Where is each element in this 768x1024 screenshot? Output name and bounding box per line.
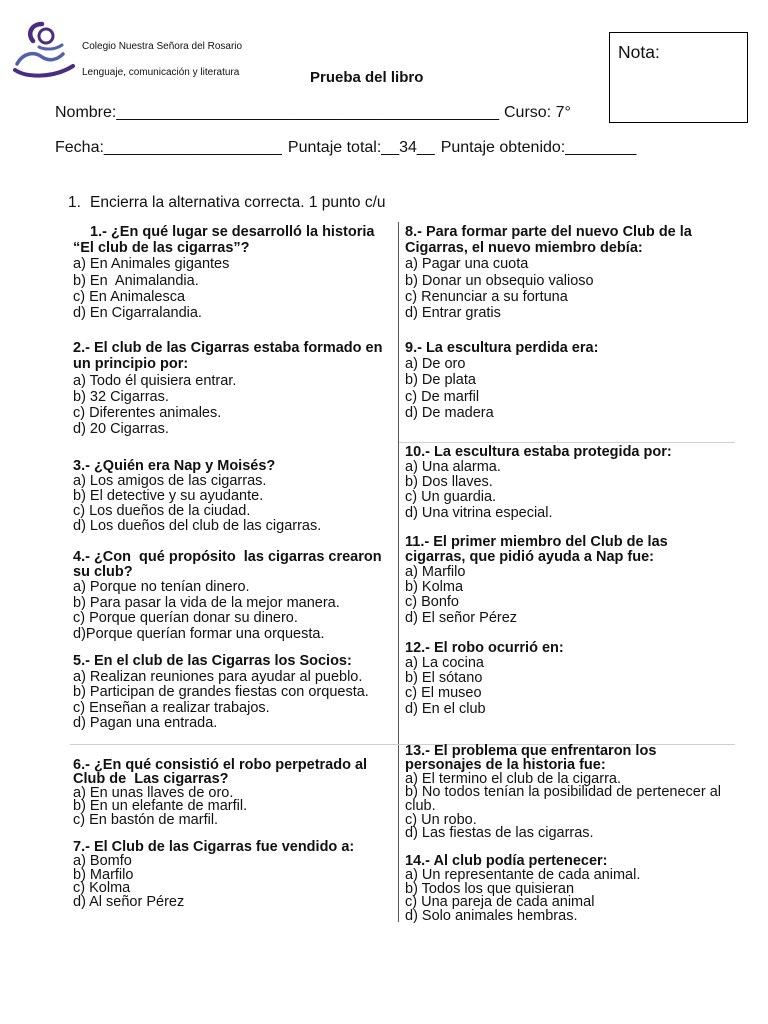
answer-option-a: a) Un representante de cada animal.: [405, 866, 641, 883]
answer-option-c: c) Un robo.: [405, 811, 477, 828]
name-blank: ___________________________________________: [116, 104, 499, 121]
grade-box: [609, 32, 748, 123]
answer-option-d: d) Solo animales hembras.: [405, 908, 578, 924]
question-title-line: 11.- El primer miembro del Club de las: [405, 533, 668, 550]
answer-option-a: a) Porque no tenían dinero.: [73, 579, 250, 596]
question-6: [73, 759, 395, 828]
answer-option-c: c) El museo: [405, 685, 482, 702]
answer-option-a: a) Marfilo: [405, 563, 466, 580]
name-label: Nombre:: [55, 104, 117, 121]
question-title-line: 5.- En el club de las Cigarras los Socios:: [73, 653, 352, 669]
answer-option-b: b) No todos tenían la posibilidad de pertenecer al club.: [405, 784, 726, 814]
answer-option-b: b) Kolma: [405, 579, 464, 596]
answer-option-a: a) Pagar una cuota: [405, 256, 529, 273]
answer-option-d: d) Pagan una entrada.: [73, 715, 218, 731]
question-10: [405, 445, 735, 521]
answer-option-d: d) De madera: [405, 404, 494, 421]
answer-option-b: b) Dos llaves.: [405, 474, 493, 490]
question-4: [73, 550, 395, 642]
answer-option-a: a) De oro: [405, 356, 466, 373]
question-5: [73, 654, 395, 732]
answer-option-c: c) En bastón de marfil.: [73, 812, 219, 829]
section-divider: [399, 442, 735, 443]
answer-option-b: b) De plata: [405, 372, 476, 389]
question-3: [73, 459, 395, 535]
question-title-line: personajes de la historia fue:: [405, 756, 606, 773]
question-title-line: 3.- ¿Quién era Nap y Moisés?: [73, 457, 276, 474]
answer-option-b: b) Para pasar la vida de la mejor manera.: [73, 594, 340, 611]
answer-option-c: c) Bonfo: [405, 594, 459, 611]
answer-option-a: a) En unas llaves de oro.: [73, 784, 234, 801]
answer-option-d: d) Entrar gratis: [405, 305, 501, 322]
answer-option-a: a) Una alarma.: [405, 458, 501, 475]
question-11: [405, 535, 735, 626]
answer-option-b: b) 32 Cigarras.: [73, 388, 169, 405]
question-title-line: 12.- El robo ocurrió en:: [405, 639, 564, 656]
answer-option-c: c) Porque querían donar su dinero.: [73, 610, 298, 627]
answer-option-d: d)Porque querían formar una orquesta.: [73, 625, 325, 642]
answer-option-c: c) Kolma: [73, 880, 131, 897]
school-logo: [12, 20, 76, 78]
question-2: [73, 340, 395, 438]
section-number: 1.: [68, 194, 81, 211]
question-title-line: 10.- La escultura estaba protegida por:: [405, 443, 672, 460]
question-1: [73, 224, 395, 321]
answer-option-c: c) Un guardia.: [405, 489, 497, 506]
answer-option-d: d) El señor Pérez: [405, 609, 518, 626]
answer-option-a: a) La cocina: [405, 654, 484, 671]
question-12: [405, 641, 735, 717]
answer-option-b: b) En un elefante de marfil.: [73, 798, 248, 815]
answer-option-b: b) El detective y su ayudante.: [73, 487, 264, 504]
date-score-line: [55, 138, 636, 158]
question-title-line: 13.- El problema que enfrentaron los: [405, 743, 657, 760]
question-title-line: 1.- ¿En qué lugar se desarrolló la historia: [90, 224, 375, 240]
answer-option-d: d) 20 Cigarras.: [73, 421, 169, 438]
question-title-line: Club de Las cigarras?: [73, 770, 229, 787]
question-8: [405, 224, 735, 321]
answer-option-b: b) Todos los que quisieran: [405, 880, 575, 897]
obtained-score-blank: ________: [565, 139, 637, 156]
answer-option-c: c) Diferentes animales.: [73, 405, 222, 422]
question-14: [405, 855, 735, 924]
course-label: Curso: 7°: [504, 104, 571, 121]
question-9: [405, 340, 735, 421]
date-label: Fecha:: [55, 139, 104, 156]
question-title-line: “El club de las cigarras”?: [73, 240, 250, 257]
question-13: [405, 745, 735, 841]
total-score-value: __34__: [381, 139, 435, 156]
page-title: Prueba del libro: [310, 69, 424, 86]
question-title-line: 2.- El club de las Cigarras estaba formado en: [73, 340, 383, 356]
question-title-line: 4.- ¿Con qué propósito las cigarras crearon: [73, 548, 382, 565]
answer-option-a: a) Bomfo: [73, 852, 132, 869]
subject-name: Lenguaje, comunicación y literatura: [82, 67, 240, 78]
answer-option-c: c) Renunciar a su fortuna: [405, 288, 568, 305]
column-divider: [398, 222, 399, 922]
question-title-line: 14.- Al club podía pertenecer:: [405, 853, 608, 869]
answer-option-a: a) Realizan reuniones para ayudar al pueblo.: [73, 668, 363, 685]
answer-option-a: a) En Animales gigantes: [73, 256, 230, 273]
answer-option-c: c) Los dueños de la ciudad.: [73, 503, 251, 520]
question-title-line: 6.- ¿En qué consistió el robo perpetrado al: [73, 757, 368, 773]
question-title-line: 7.- El Club de las Cigarras fue vendido a:: [73, 839, 355, 855]
answer-option-b: b) Participan de grandes fiestas con orquesta.: [73, 684, 369, 700]
answer-option-c: c) Una pareja de cada animal: [405, 894, 595, 911]
obtained-score-label: Puntaje obtenido:: [440, 139, 566, 156]
answer-option-b: b) Marfilo: [73, 866, 134, 883]
question-title-line: un principio por:: [73, 356, 189, 373]
answer-option-a: a) Los amigos de las cigarras.: [73, 472, 267, 489]
grade-label: Nota:: [618, 42, 660, 62]
answer-option-b: b) En Animalandia.: [73, 272, 199, 289]
answer-option-c: c) De marfil: [405, 388, 480, 405]
question-title-line: 8.- Para formar parte del nuevo Club de la: [405, 224, 692, 240]
answer-option-d: d) Una vitrina especial.: [405, 504, 553, 521]
answer-option-d: d) Al señor Pérez: [73, 894, 185, 911]
school-name: Colegio Nuestra Señora del Rosario: [82, 41, 243, 52]
answer-option-a: a) El termino el club de la cigarra.: [405, 770, 621, 787]
answer-option-c: c) Enseñan a realizar trabajos.: [73, 699, 270, 716]
name-course-line: [55, 103, 571, 123]
question-7: [73, 841, 395, 910]
date-blank: ____________________: [103, 139, 282, 156]
answer-option-d: d) Los dueños del club de las cigarras.: [73, 518, 322, 535]
answer-option-a: a) Todo él quisiera entrar.: [73, 372, 237, 389]
question-title-line: su club?: [73, 563, 133, 580]
answer-option-c: c) En Animalesca: [73, 288, 186, 305]
total-score-label: Puntaje total:: [287, 139, 382, 156]
question-title-line: cigarras, que pidió ayuda a Nap fue:: [405, 548, 654, 565]
answer-option-d: d) En el club: [405, 700, 486, 717]
question-title-line: Cigarras, el nuevo miembro debía:: [405, 240, 643, 257]
question-title-line: 9.- La escultura perdida era:: [405, 340, 599, 356]
answer-option-b: b) Donar un obsequio valioso: [405, 272, 594, 289]
section-instruction: Encierra la alternativa correcta. 1 punto c/u: [90, 194, 386, 211]
answer-option-d: d) En Cigarralandia.: [73, 305, 202, 322]
answer-option-d: d) Las fiestas de las cigarras.: [405, 825, 594, 842]
answer-option-b: b) El sótano: [405, 670, 483, 686]
